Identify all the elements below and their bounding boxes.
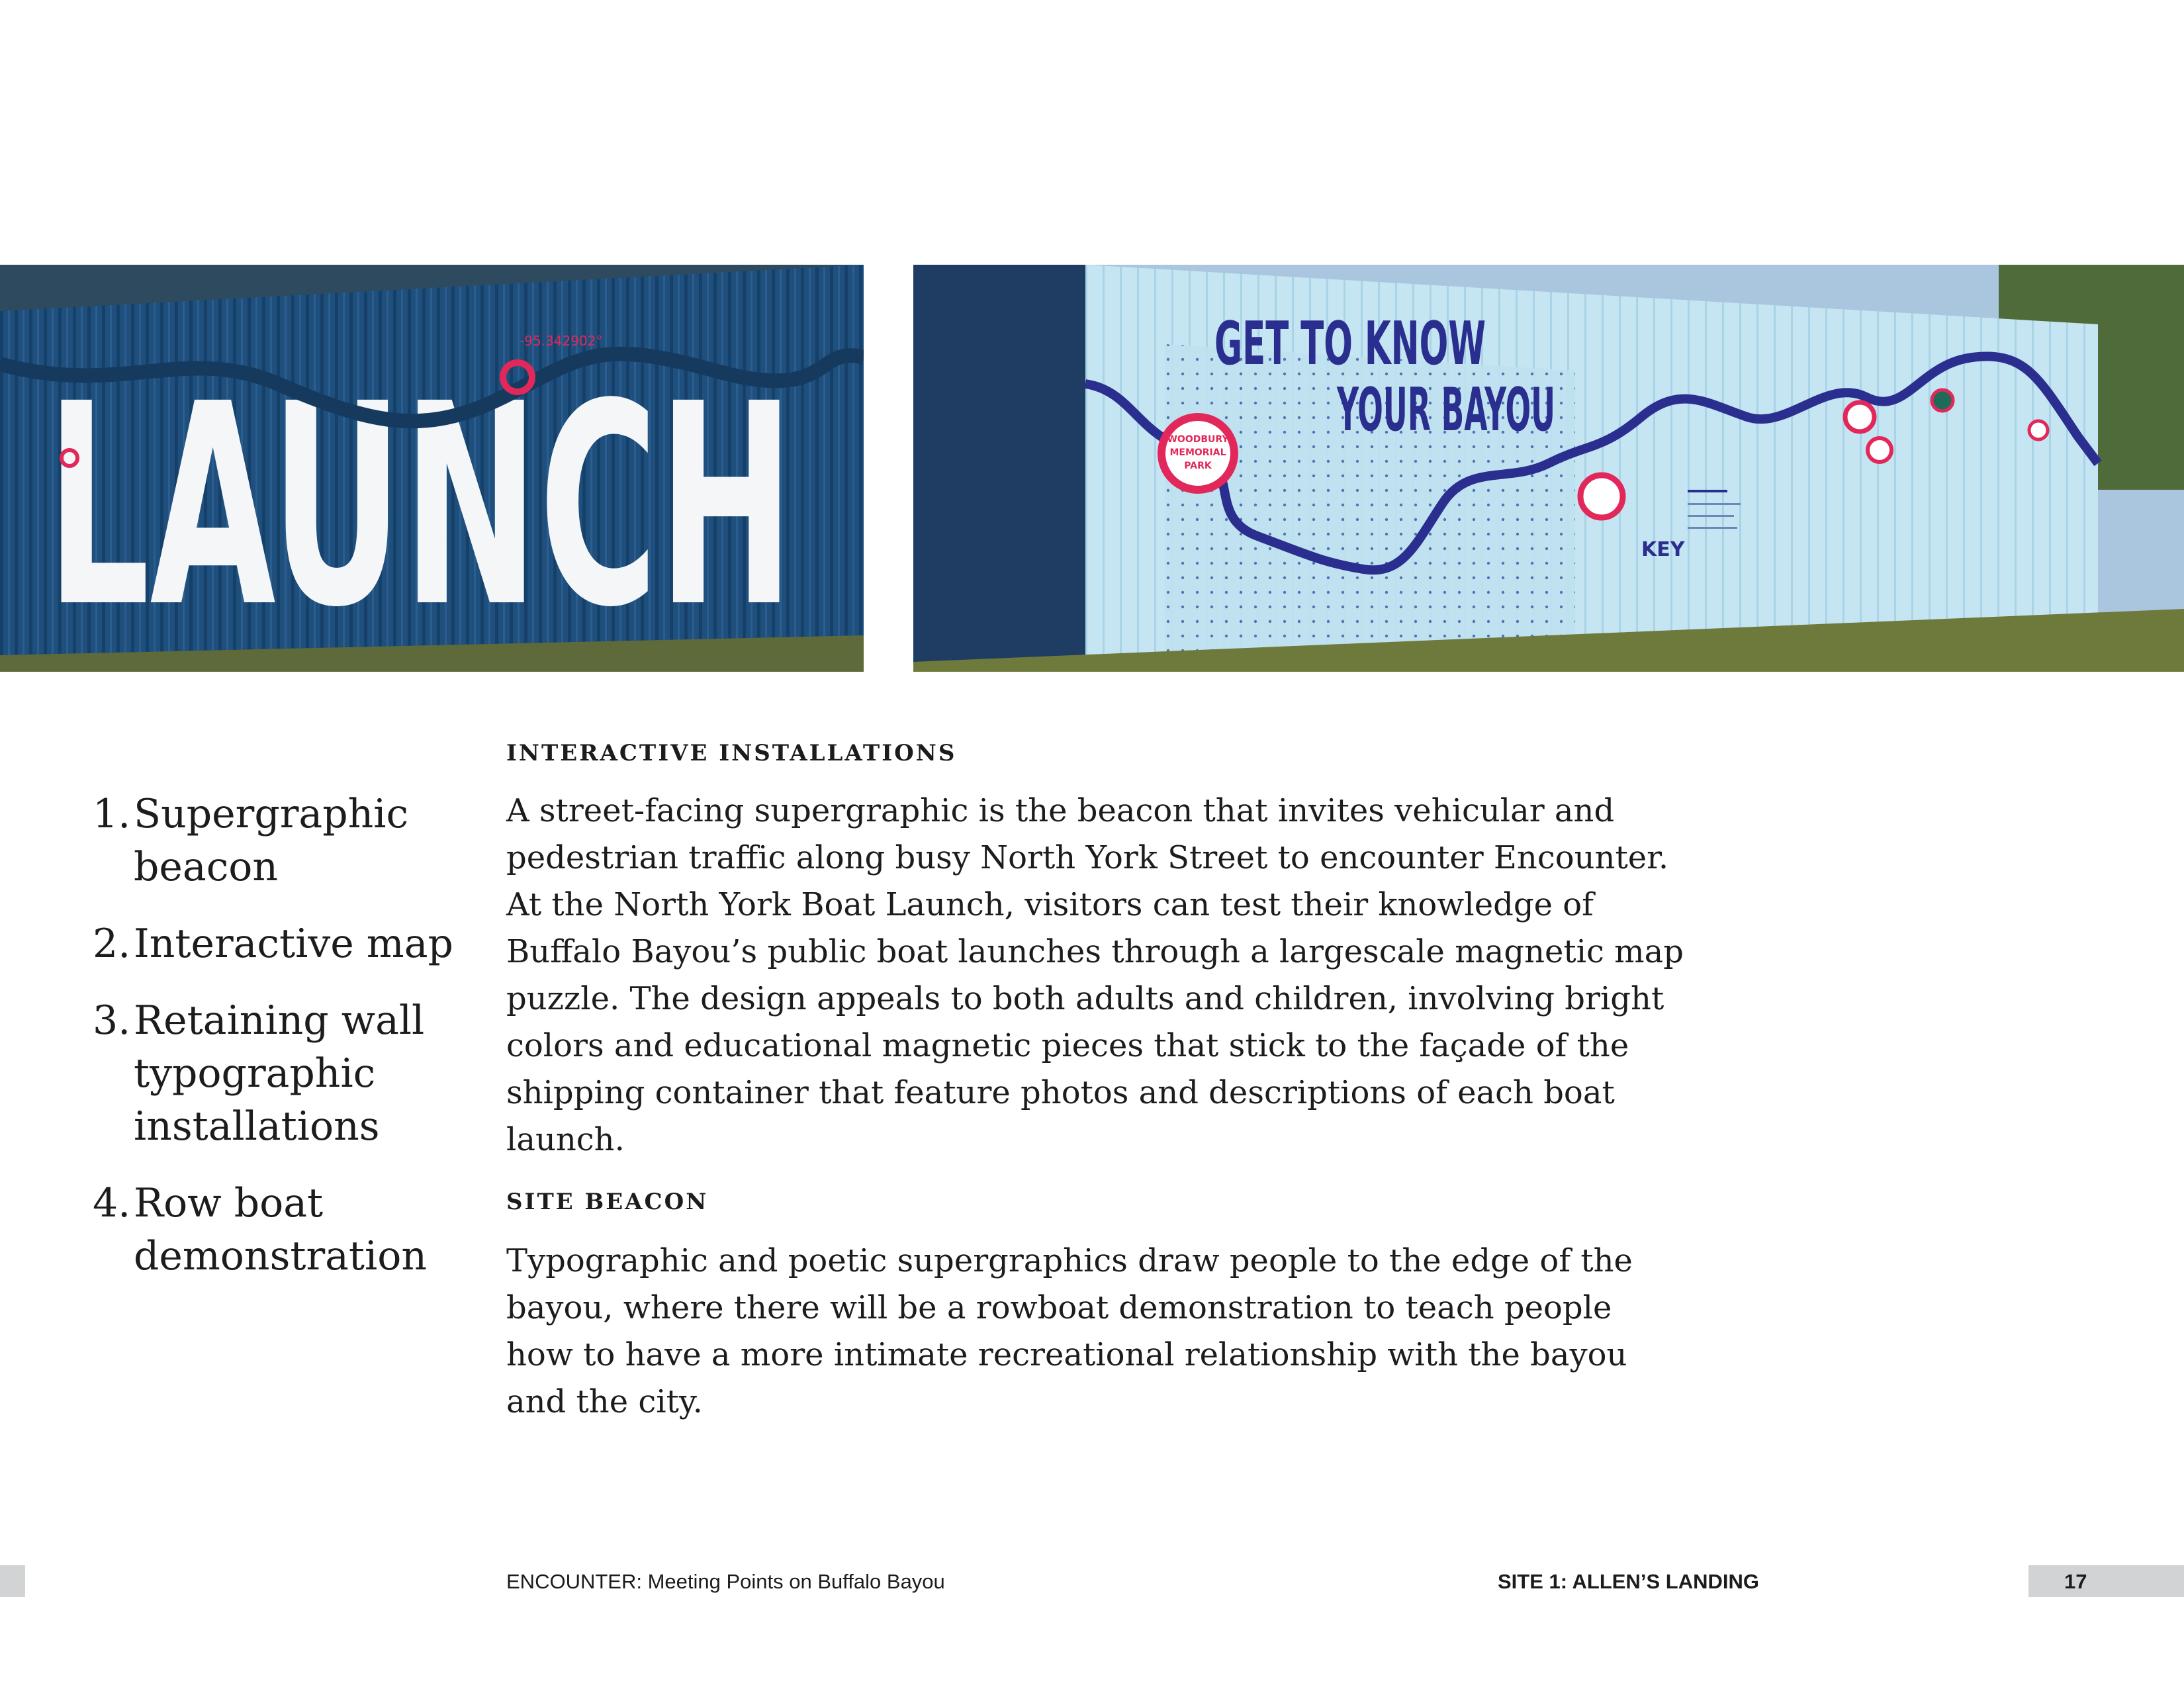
section-body-site-beacon: Typographic and poetic supergraphics draw people to the edge of the bayou, where there will be a rowboat demonstration to teach people how to have a more intimate recreational relationship with the bayou and the city. bbox=[506, 1242, 1633, 1420]
list-item-text: Interactive map bbox=[134, 921, 453, 967]
list-item-text: Supergraphic beacon bbox=[134, 791, 409, 890]
launch-supergraphic: LAUNCH bbox=[46, 345, 794, 668]
footer-page-bar bbox=[2028, 1565, 2184, 1597]
list-item-text: Retaining wall typographic installations bbox=[134, 997, 425, 1150]
list-item bbox=[93, 917, 463, 970]
list-item-number: 3. bbox=[93, 997, 131, 1044]
marker-green bbox=[1932, 390, 1953, 411]
list-item-text: Row boat demonstration bbox=[134, 1180, 427, 1279]
list-item-number: 1. bbox=[93, 791, 131, 837]
footer-section-title: SITE 1: ALLEN’S LANDING bbox=[1498, 1570, 1759, 1593]
section-heading-interactive-installations: INTERACTIVE INSTALLATIONS bbox=[506, 740, 957, 766]
marker-label-line: PARK bbox=[1184, 461, 1212, 471]
marker-pink bbox=[1580, 475, 1623, 518]
list-item-number: 4. bbox=[93, 1180, 131, 1226]
marker-pink bbox=[1845, 402, 1874, 432]
footer-publication-title: ENCOUNTER: Meeting Points on Buffalo Bayou bbox=[506, 1570, 945, 1593]
key-legend-line bbox=[1688, 503, 1741, 505]
feature-list bbox=[93, 788, 463, 1306]
key-legend-line bbox=[1688, 515, 1734, 517]
photo-launch-container bbox=[0, 265, 864, 672]
launch-container-image bbox=[0, 265, 864, 672]
list-item bbox=[93, 1177, 463, 1283]
mural-title-line1: GET TO KNOW bbox=[1214, 309, 1486, 379]
photo-bayou-map-container bbox=[913, 265, 2184, 672]
marker-pink bbox=[2029, 421, 2048, 439]
coordinate-label: -95.342902° bbox=[520, 333, 603, 349]
list-item bbox=[93, 994, 463, 1153]
list-item-number: 2. bbox=[93, 921, 131, 967]
footer-left-bar bbox=[0, 1565, 25, 1597]
marker-pink bbox=[1868, 438, 1891, 462]
bayou-map-image bbox=[913, 265, 2184, 672]
mural-title-line2: YOUR BAYOU bbox=[1336, 375, 1555, 445]
section-heading-site-beacon: SITE BEACON bbox=[506, 1189, 709, 1215]
key-legend-line bbox=[1688, 527, 1737, 529]
list-item bbox=[93, 788, 463, 893]
marker-label-line: MEMORIAL bbox=[1169, 447, 1226, 458]
section-body-interactive-installations: A street-facing supergraphic is the beacon that invites vehicular and pedestrian traffic along busy North York Street to encounter Encounter. At the North York Boat Launch, visitors can test their knowledge of Buffalo Bayou’s public boat launches through a largescale magnetic map puzzle. The design appeals to both adults and children, involving bright colors and educational magnetic pieces that stick to the façade of the shipping container that feature photos and descriptions of each boat launch. bbox=[506, 792, 1684, 1158]
marker-label-line: WOODBURY bbox=[1167, 434, 1229, 445]
map-key-label: KEY bbox=[1641, 538, 1685, 561]
key-legend-line bbox=[1688, 490, 1727, 492]
page-number: 17 bbox=[2064, 1570, 2087, 1593]
